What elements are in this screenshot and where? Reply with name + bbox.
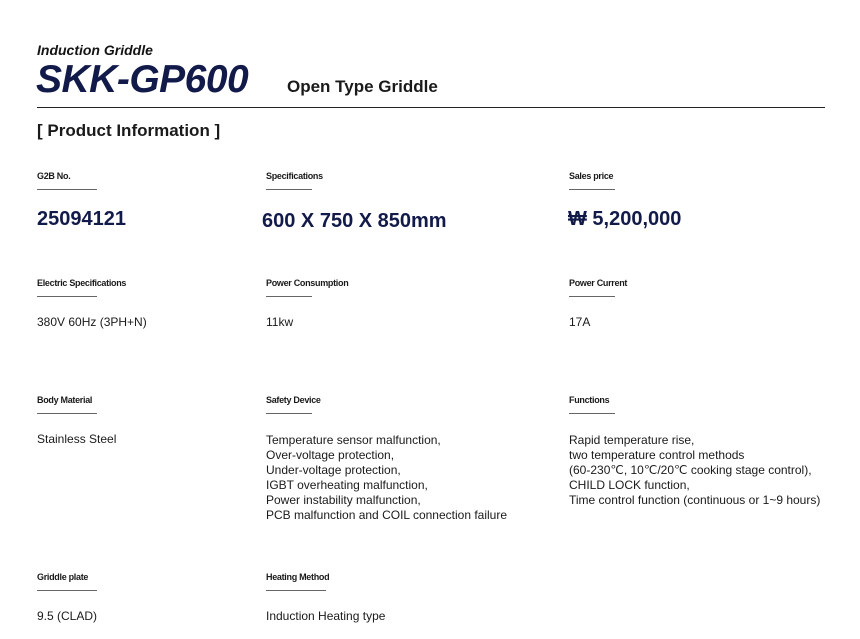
safety-device-value bbox=[266, 433, 507, 523]
body-material-label: Body Material bbox=[37, 395, 93, 405]
g2b-underline bbox=[37, 189, 97, 190]
safety-device-line: Over-voltage protection, bbox=[266, 448, 395, 462]
safety-device-underline bbox=[266, 413, 312, 414]
body-material-value: Stainless Steel bbox=[37, 432, 117, 446]
sales-price-value: ₩ 5,200,000 bbox=[568, 208, 682, 230]
heating-method-label: Heating Method bbox=[266, 572, 330, 582]
power-current-underline bbox=[569, 296, 615, 297]
griddle-plate-field bbox=[37, 572, 97, 591]
section-title: [ Product Information ] bbox=[37, 121, 221, 140]
specifications-label: Specifications bbox=[266, 171, 323, 181]
power-current-value: 17A bbox=[569, 315, 591, 329]
functions-field bbox=[569, 395, 615, 414]
functions-line: Time control function (continuous or 1~9 hours) bbox=[569, 493, 821, 507]
safety-device-line: Temperature sensor malfunction, bbox=[266, 433, 441, 447]
power-consumption-value: 11kw bbox=[266, 315, 294, 329]
g2b-label: G2B No. bbox=[37, 171, 71, 181]
body-material-field bbox=[37, 395, 97, 414]
functions-line: Rapid temperature rise, bbox=[569, 433, 695, 447]
g2b-field bbox=[37, 171, 97, 190]
specifications-underline bbox=[266, 189, 312, 190]
safety-device-line: Under-voltage protection, bbox=[266, 463, 401, 477]
specifications-field bbox=[266, 171, 323, 190]
g2b-value: 25094121 bbox=[37, 208, 126, 230]
power-consumption-field bbox=[266, 278, 348, 297]
functions-line: two temperature control methods bbox=[569, 448, 745, 462]
sales-price-underline bbox=[569, 189, 615, 190]
griddle-plate-label: Griddle plate bbox=[37, 572, 89, 582]
functions-line: (60-230℃, 10℃/20℃ cooking stage control), bbox=[569, 463, 812, 477]
sales-price-field bbox=[569, 171, 615, 190]
body-material-underline bbox=[37, 413, 97, 414]
safety-device-field bbox=[266, 395, 321, 414]
functions-label: Functions bbox=[569, 395, 610, 405]
model-type: Open Type Griddle bbox=[287, 77, 438, 96]
power-consumption-underline bbox=[266, 296, 312, 297]
header-divider bbox=[37, 107, 825, 108]
power-current-field bbox=[569, 278, 627, 297]
safety-device-line: IGBT overheating malfunction, bbox=[266, 478, 428, 492]
griddle-plate-underline bbox=[37, 590, 97, 591]
model-number: SKK-GP600 bbox=[36, 58, 249, 101]
functions-underline bbox=[569, 413, 615, 414]
power-consumption-label: Power Consumption bbox=[266, 278, 349, 288]
sales-price-label: Sales price bbox=[569, 171, 614, 181]
electric-underline bbox=[37, 296, 97, 297]
product-category: Induction Griddle bbox=[37, 42, 153, 58]
safety-device-line: Power instability malfunction, bbox=[266, 493, 421, 507]
electric-label: Electric Specifications bbox=[37, 278, 127, 288]
griddle-plate-value: 9.5 (CLAD) bbox=[37, 609, 98, 623]
specifications-value: 600 X 750 X 850mm bbox=[262, 210, 447, 232]
functions-line: CHILD LOCK function, bbox=[569, 478, 690, 492]
power-current-label: Power Current bbox=[569, 278, 628, 288]
electric-field bbox=[37, 278, 126, 297]
heating-method-field bbox=[266, 572, 329, 591]
safety-device-line: PCB malfunction and COIL connection failure bbox=[266, 508, 508, 522]
electric-value: 380V 60Hz (3PH+N) bbox=[37, 315, 147, 329]
heating-method-value: Induction Heating type bbox=[266, 609, 386, 623]
heating-method-underline bbox=[266, 590, 326, 591]
safety-device-label: Safety Device bbox=[266, 395, 321, 405]
functions-value bbox=[569, 433, 820, 508]
